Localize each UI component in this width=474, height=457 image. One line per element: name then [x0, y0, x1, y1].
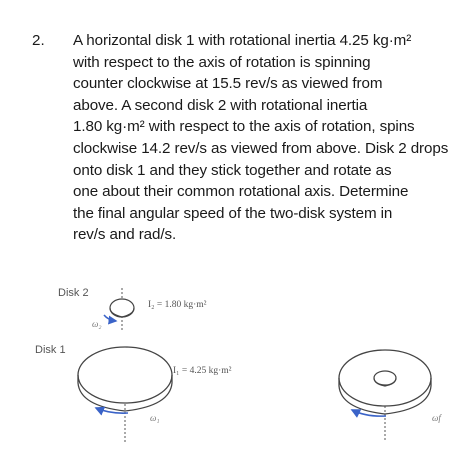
- problem-line-2: with respect to the axis of rotation is spinning: [73, 53, 371, 71]
- problem-line-6: clockwise 14.2 rev/s as viewed from above. Disk 2 drops: [73, 140, 449, 157]
- problem-line-8: one about their common rotational axis. Determine: [73, 183, 409, 201]
- problem-line-7: onto disk 1 and they stick together and rotate as: [73, 161, 392, 179]
- omega-2-arrow: [104, 315, 116, 321]
- combined-disks: [339, 350, 431, 442]
- inertia-1-label: I₁ = 4.25 kg·m²: [173, 366, 232, 376]
- disk-2: [104, 288, 134, 330]
- disk-2-label: Disk 2: [58, 287, 89, 299]
- disk-1: [78, 347, 172, 442]
- problem-line-10: rev/s and rad/s.: [73, 226, 177, 244]
- problem-line-3: counter clockwise at 15.5 rev/s as viewed from: [73, 75, 383, 93]
- problem-number: 2.: [32, 32, 45, 49]
- problem-line-1: A horizontal disk 1 with rotational inertia 4.25 kg·m²: [73, 32, 412, 49]
- disk-1-top: [78, 347, 172, 403]
- omega-f-label: ωf: [432, 413, 441, 423]
- omega-2-label: ω₂: [92, 319, 102, 329]
- problem-line-5: 1.80 kg·m² with respect to the axis of rotation, spins: [73, 118, 415, 136]
- problem-line-4: above. A second disk 2 with rotational inertia: [73, 96, 368, 114]
- problem-line-9: the final angular speed of the two-disk system in: [73, 204, 393, 222]
- disk-1-label: Disk 1: [35, 344, 66, 356]
- omega-1-label: ω₁: [150, 413, 160, 423]
- inertia-2-label: I₂ = 1.80 kg·m²: [148, 300, 207, 310]
